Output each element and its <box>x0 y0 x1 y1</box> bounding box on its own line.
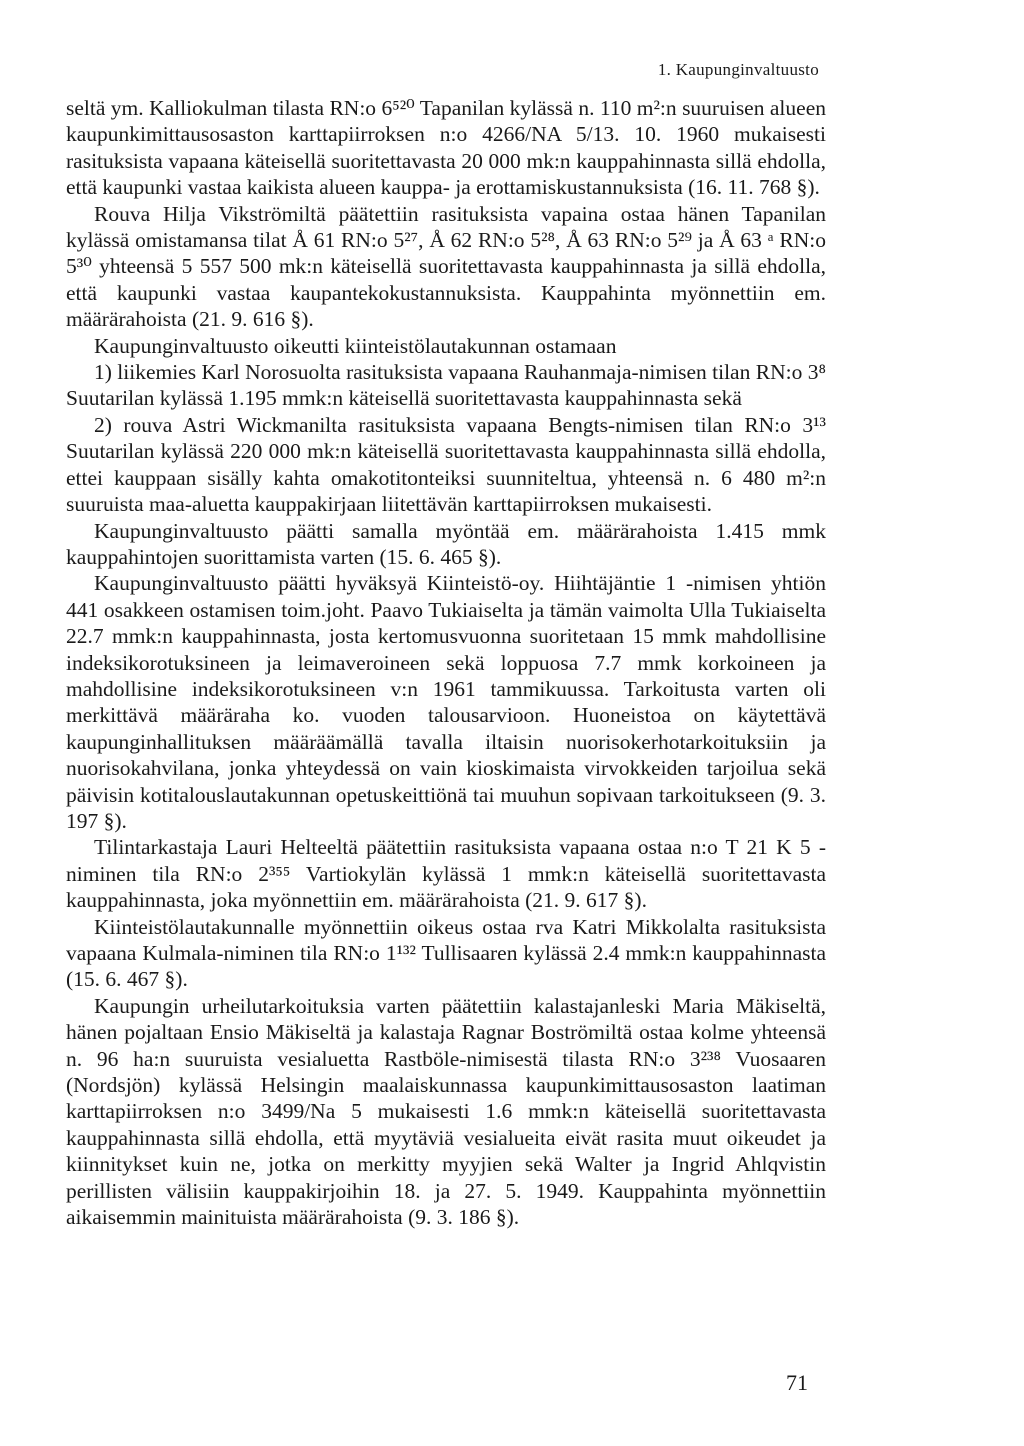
paragraph: Rouva Hilja Vikströmiltä päätettiin rasituksista vapaina ostaa hänen Tapanilan kylässä omistamansa tilat Å 61 RN:o 5²⁷, Å 62 RN:o 5²⁸, Å 63 RN:o 5²⁹ ja Å 63 ᵃ RN:o 5³⁰ yhteensä 5 557 500 mk:n käteisellä suoritettavasta kauppahinnasta ja sillä ehdolla, että kaupunki vastaa kaupantekokustannuksista. Kauppahinta myönnettiin em. määrärahoista (21. 9. 616 §). <box>66 201 826 332</box>
paragraph: Kiinteistölautakunnalle myönnettiin oikeus ostaa rva Katri Mikkolalta rasituksista vapaana Kulmala-niminen tila RN:o 1¹³² Tullisaaren kylässä 2.4 mmk:n kauppahinnasta (15. 6. 467 §). <box>66 914 826 992</box>
paragraph: Kaupunginvaltuusto oikeutti kiinteistölautakunnan ostamaan <box>94 333 617 358</box>
list-item: 1) liikemies Karl Norosuolta rasituksista vapaana Rauhanmaja-nimisen tilan RN:o 3⁸ Suutarilan kylässä 1.195 mmk:n käteisellä suoritettavasta kauppahinnasta sekä <box>66 360 826 411</box>
body-text <box>66 95 826 1230</box>
paragraph: Kaupunginvaltuusto päätti hyväksyä Kiinteistö-oy. Hiihtäjäntie 1 -nimisen yhtiön 441 osakkeen ostamisen toim.joht. Paavo Tukiaiselta ja tämän vaimolta Ulla Tukiaiselta 22.7 mmk:n kauppahinnasta, josta kertomusvuonna suoritetaan 15 mmk mahdollisine indeksikorotuksineen ja leimaveroineen sekä loppuosa 7.7 mmk korkoineen ja mahdollisine indeksikorotuksineen v:n 1961 tammikuussa. Tarkoitusta varten oli merkittävä määräraha ko. vuoden talousarvioon. Huoneistoa on käytettävä kaupunginhallituksen määräämällä tavalla iltaisin nuorisokerhotarkoituksiin ja nuorisokahvilana, jonka yhteydessä on vain kioskimaista virvokkeiden tarjoilua sekä päivisin kotitalouslautakunnan opetuskeittiönä tai muuhun sopivaan tarkoitukseen (9. 3. 197 §). <box>66 571 826 833</box>
paragraph: seltä ym. Kalliokulman tilasta RN:o 6⁵²⁰ Tapanilan kylässä n. 110 m²:n suuruisen alueen kaupunkimittausosaston karttapiirroksen n:o 4266/NA 5/13. 10. 1960 mukaisesti rasituksista vapaana käteisellä suoritettavasta 20 000 mk:n kauppahinnasta sillä ehdolla, että kaupunki vastaa kaikista alueen kauppa- ja erottamiskustannuksista (16. 11. 768 §). <box>66 96 826 200</box>
running-header: 1. Kaupunginvaltuusto <box>657 60 819 79</box>
paragraph: Kaupungin urheilutarkoituksia varten päätettiin kalastajanleski Maria Mäkiseltä, hänen pojaltaan Ensio Mäkiseltä ja kalastaja Ragnar Boströmiltä ostaa kolme yhteensä n. 96 ha:n suuruista vesialuetta Rastböle-nimisestä tilasta RN:o 3²³⁸ Vuosaaren (Nordsjön) kylässä Helsingin maalaiskunnassa kaupunkimittausosaston laatiman karttapiirroksen n:o 3499/Na 5 mukaisesti 1.6 mmk:n käteisellä suoritettavasta kauppahinnasta sillä ehdolla, että myytäviä vesialueita eivät rasita muut oikeudet ja kiinnitykset kuin ne, jotka on merkitty myyjien sekä Walter ja Ingrid Ahlqvistin perillisten välisiin kauppakirjoihin 18. ja 27. 5. 1949. Kauppahinta myönnettiin aikaisemmin mainituista määrärahoista (9. 3. 186 §). <box>66 993 826 1230</box>
paragraph: Kaupunginvaltuusto päätti samalla myöntää em. määrärahoista 1.415 mmk kauppahintojen suorittamista varten (15. 6. 465 §). <box>66 518 826 569</box>
list-item: 2) rouva Astri Wickmanilta rasituksista vapaana Bengts-nimisen tilan RN:o 3¹³ Suutarilan kylässä 220 000 mk:n käteisellä suoritettavasta kauppahinnasta sillä ehdolla, ettei kauppaan sisälly kahta omakotitonteiksi suunniteltua, yhteensä n. 6 480 m²:n suuruista maa-aluetta kauppakirjaan liitettävän karttapiirroksen mukaisesti. <box>66 412 826 517</box>
page-number: 71 <box>786 1370 808 1395</box>
paragraph: Tilintarkastaja Lauri Helteeltä päätettiin rasituksista vapaana ostaa n:o T 21 K 5 -niminen tila RN:o 2³⁵⁵ Vartiokylän kylässä 1 mmk:n käteisellä suoritettavasta kauppahinnasta, joka myönnettiin em. määrärahoista (21. 9. 617 §). <box>66 835 826 913</box>
